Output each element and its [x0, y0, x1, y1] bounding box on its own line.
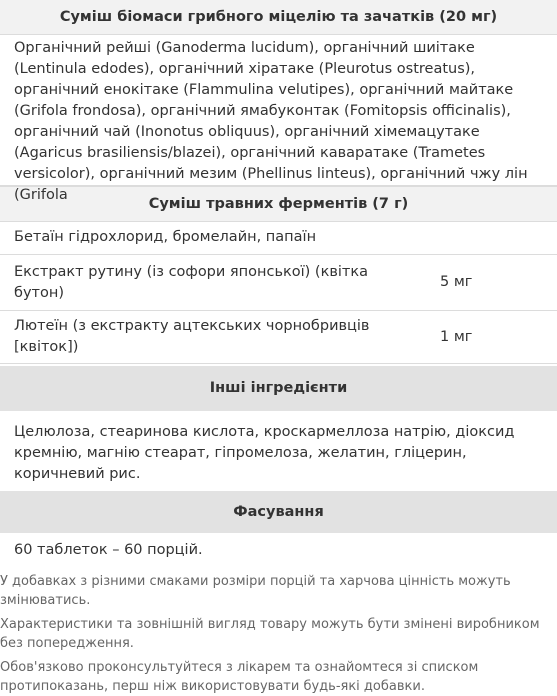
note-appearance-change: Характеристики та зовнішній вигляд товару можуть бути змінені виробником без попередження. — [0, 617, 540, 651]
other-ingredients-heading: Інші інгредієнти — [0, 366, 557, 411]
rutin-value: 5 мг — [440, 274, 473, 290]
enzyme-blend-heading: Суміш травних ферментів (7 г) — [0, 186, 557, 222]
lutein-row — [0, 311, 557, 364]
disclaimer-notes — [0, 570, 557, 696]
rutin-name: Екстракт рутину (із софори японської) (квітка бутон) — [14, 263, 368, 301]
packing-text: 60 таблеток – 60 порцій. — [14, 542, 203, 558]
rutin-row — [0, 255, 557, 311]
packing-heading: Фасування — [0, 491, 557, 533]
lutein-name: Лютеїн (з екстракту ацтекських чорнобривців [квіток]) — [14, 318, 370, 355]
lutein-value: 1 мг — [440, 328, 473, 345]
other-ingredients-text: Целюлоза, стеаринова кислота, кроскармеллоза натрію, діоксид кремнію, магнію стеарат, гіпромелоза, желатин, гліцерин, коричневий рис. — [14, 424, 515, 482]
note-serving-size: У добавках з різними смаками розміри порцій та харчова цінність можуть змінюватись. — [0, 574, 511, 608]
note-consult-doctor: Обов'язково проконсультуйтеся з лікарем та ознайомтеся зі списком протипоказань, перш ніж використовувати будь-які добавки. — [0, 660, 479, 694]
mushroom-blend-ingredients: Органічний рейші (Ganoderma lucidum), органічний шиітаке (Lentinula edodes), органічний хіратаке (Pleurotus ostreatus), органічний енокітаке (Flammulina velutipes), органічний майтаке (Grifola frondosa), органічний ямабуконтак (Fomitopsis officinalis), органічний чай (Inonotus obliquus), органічний хімемацутаке (Agaricus brasiliensis/blazei), органічний кавaратаке (Trametes versicolor), органічний мезим (Phellinus linteus), органічний чжу лін (Grifola — [0, 35, 557, 186]
mushroom-blend-heading: Суміш біомаси грибного міцелію та зачатків (20 мг) — [0, 0, 557, 35]
enzyme-blend-ingredients: Бетаїн гідрохлорид, бромелайн, папаїн — [0, 222, 557, 255]
